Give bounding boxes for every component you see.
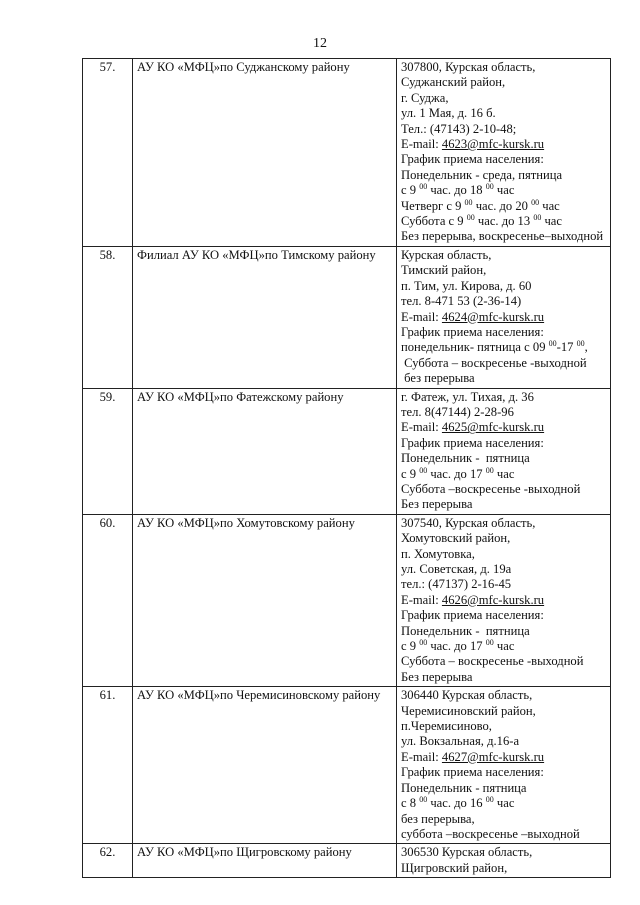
address-line: г. Суджа,	[401, 90, 449, 105]
email-label: E-mail:	[401, 137, 442, 152]
office-name: АУ КО «МФЦ»по Щигровскому району	[133, 844, 397, 878]
address-line: г. Фатеж, ул. Тихая, д. 36	[401, 389, 534, 404]
time-minutes: 00	[485, 182, 494, 192]
address-line: Хомутовский район,	[401, 531, 511, 546]
time-minutes: 00	[533, 213, 542, 223]
office-contact-info	[397, 59, 611, 247]
address-line: тел.: (47137) 2-16-45	[401, 577, 512, 592]
schedule-text: час	[541, 214, 562, 229]
office-contact-info	[397, 388, 611, 514]
schedule-line	[401, 356, 606, 371]
time-minutes: 00	[464, 197, 473, 207]
address-line: ул. 1 Мая, д. 16 б.	[401, 106, 496, 121]
schedule-line	[401, 340, 606, 355]
time-minutes: 00	[485, 638, 494, 648]
schedule-line	[401, 639, 606, 654]
row-number: 61.	[83, 687, 133, 844]
schedule-line	[401, 781, 606, 796]
schedule-text: с 9	[401, 639, 420, 654]
email-label: E-mail:	[401, 309, 442, 324]
row-number: 58.	[83, 246, 133, 388]
row-number: 62.	[83, 844, 133, 878]
schedule-text: Суббота с 9	[401, 214, 467, 229]
office-contact-info	[397, 844, 611, 878]
schedule-line	[401, 183, 606, 198]
office-name: АУ КО «МФЦ»по Хомутовскому району	[133, 514, 397, 686]
time-minutes: 00	[419, 182, 428, 192]
time-minutes: 00	[485, 465, 494, 475]
address-line: п.Черемисиново,	[401, 719, 492, 734]
schedule-text: Без перерыва	[401, 669, 473, 684]
address-line: п. Хомутовка,	[401, 546, 475, 561]
schedule-line	[401, 624, 606, 639]
schedule-title: График приема населения:	[401, 324, 544, 339]
schedule-text: Понедельник - среда, пятница	[401, 167, 563, 182]
time-minutes: 00	[419, 465, 428, 475]
schedule-text: час. до 13	[474, 214, 534, 229]
schedule-text: час	[493, 796, 515, 811]
email-link[interactable]: 4625@mfc-kursk.ru	[441, 420, 545, 435]
schedule-text: с 9	[401, 183, 420, 198]
office-name: АУ КО «МФЦ»по Суджанскому району	[133, 59, 397, 247]
address-line: Черемисиновский район,	[401, 703, 536, 718]
time-minutes: 00	[419, 638, 428, 648]
schedule-text: Понедельник - пятница	[401, 623, 530, 638]
schedule-text: ,	[584, 340, 588, 355]
schedule-line	[401, 168, 606, 183]
address-line: Тимский район,	[401, 263, 487, 278]
schedule-text: с 8	[401, 796, 420, 811]
address-line: п. Тим, ул. Кирова, д. 60	[401, 278, 532, 293]
address-line: тел. 8-471 53 (2-36-14)	[401, 294, 522, 309]
email-line	[401, 137, 606, 152]
schedule-text: час	[539, 198, 560, 213]
schedule-line	[401, 229, 606, 244]
office-name: Филиал АУ КО «МФЦ»по Тимскому району	[133, 246, 397, 388]
page-number: 12	[313, 36, 327, 51]
schedule-title: График приема населения:	[401, 152, 544, 167]
address-line: Щигровский район,	[401, 860, 508, 875]
address-line: тел. 8(47144) 2-28-96	[401, 404, 514, 419]
email-link[interactable]: 4623@mfc-kursk.ru	[441, 137, 545, 152]
office-table-body	[83, 59, 611, 878]
schedule-text: Четверг с 9	[401, 198, 465, 213]
schedule-title: График приема населения:	[401, 608, 544, 623]
schedule-text: Суббота –воскресенье -выходной	[401, 481, 581, 496]
email-label: E-mail:	[401, 420, 442, 435]
schedule-line	[401, 482, 606, 497]
address-line: ул. Советская, д. 19а	[401, 562, 512, 576]
schedule-line	[401, 670, 606, 685]
office-contact-info	[397, 514, 611, 686]
schedule-line	[401, 467, 606, 482]
schedule-line	[401, 451, 606, 466]
office-contact-info	[397, 246, 611, 388]
table-row	[83, 246, 611, 388]
schedule-text: час. до 18	[427, 183, 486, 198]
schedule-text: Суббота – воскресенье -выходной	[401, 654, 584, 669]
email-label: E-mail:	[401, 592, 442, 607]
schedule-line	[401, 497, 606, 512]
time-minutes: 00	[466, 213, 475, 223]
time-minutes: 00	[576, 339, 585, 349]
schedule-text: -17	[556, 340, 577, 355]
email-line	[401, 593, 606, 608]
schedule-text: Понедельник - пятница	[401, 780, 527, 795]
email-line	[401, 420, 606, 435]
office-name: АУ КО «МФЦ»по Фатежскому району	[133, 388, 397, 514]
row-number: 60.	[83, 514, 133, 686]
table-row	[83, 687, 611, 844]
schedule-text: час. до 17	[427, 466, 486, 481]
schedule-text: час	[493, 183, 515, 198]
schedule-text: суббота –воскресенье –выходной	[401, 826, 580, 841]
time-minutes: 00	[531, 197, 540, 207]
time-minutes: 00	[548, 339, 557, 349]
schedule-text: понедельник- пятница с 09	[401, 340, 549, 355]
address-line: 306440 Курская область,	[401, 688, 533, 703]
email-link[interactable]: 4627@mfc-kursk.ru	[441, 749, 545, 764]
schedule-text: Без перерыва, воскресенье–выходной	[401, 229, 604, 244]
email-label: E-mail:	[401, 749, 442, 764]
schedule-text: без перерыва,	[401, 811, 475, 826]
table-row	[83, 388, 611, 514]
email-link[interactable]: 4626@mfc-kursk.ru	[441, 592, 545, 607]
table-row	[83, 59, 611, 247]
schedule-text: Суббота – воскресенье -выходной	[401, 355, 587, 370]
schedule-text: час	[493, 639, 515, 654]
schedule-text: час. до 17	[427, 639, 486, 654]
address-line: 306530 Курская область,	[401, 845, 533, 860]
row-number: 57.	[83, 59, 133, 247]
office-name: АУ КО «МФЦ»по Черемисиновскому району	[133, 687, 397, 844]
time-minutes: 00	[485, 795, 494, 805]
schedule-text: Понедельник - пятница	[401, 451, 530, 466]
table-row	[83, 514, 611, 686]
time-minutes: 00	[419, 795, 428, 805]
email-link[interactable]: 4624@mfc-kursk.ru	[441, 309, 545, 324]
schedule-line	[401, 654, 606, 669]
email-line	[401, 750, 606, 765]
schedule-line	[401, 371, 606, 386]
schedule-line	[401, 796, 606, 811]
schedule-text: час. до 20	[472, 198, 532, 213]
schedule-line	[401, 214, 606, 229]
schedule-title: График приема населения:	[401, 765, 544, 780]
row-number: 59.	[83, 388, 133, 514]
address-line: Тел.: (47143) 2-10-48;	[401, 121, 517, 136]
schedule-line	[401, 812, 606, 827]
schedule-line	[401, 827, 606, 842]
email-line	[401, 310, 606, 325]
address-line: Суджанский район,	[401, 75, 506, 90]
schedule-text: с 9	[401, 466, 420, 481]
table-row	[83, 844, 611, 878]
address-line: 307800, Курская область,	[401, 60, 536, 74]
schedule-text: час. до 16	[427, 796, 486, 811]
schedule-text: без перерыва	[401, 371, 475, 386]
schedule-line	[401, 199, 606, 214]
schedule-text: Без перерыва	[401, 497, 473, 512]
address-line: ул. Вокзальная, д.16-а	[401, 734, 520, 749]
address-line: Курская область,	[401, 247, 492, 262]
address-line: 307540, Курская область,	[401, 515, 536, 530]
office-table	[82, 58, 611, 878]
schedule-title: График приема населения:	[401, 435, 544, 450]
office-contact-info	[397, 687, 611, 844]
schedule-text: час	[493, 466, 515, 481]
